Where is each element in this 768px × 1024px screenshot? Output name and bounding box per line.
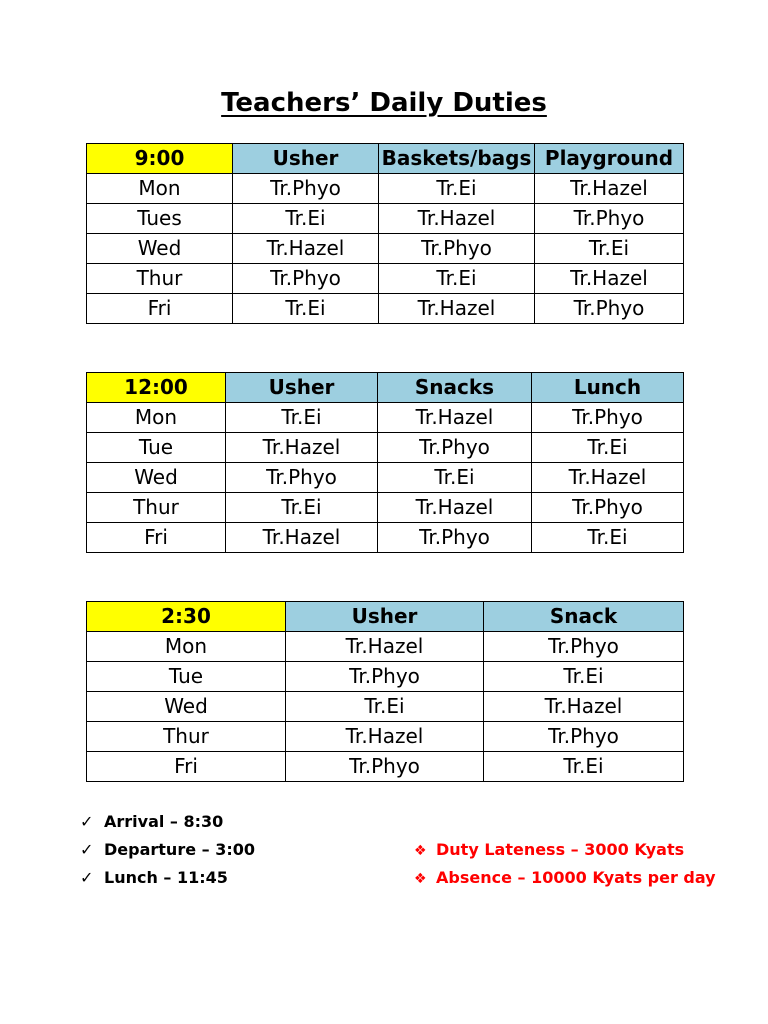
- table-header-row: [87, 144, 684, 174]
- table-row: [87, 722, 684, 752]
- duty-cell: Tr.Phyo: [378, 433, 532, 463]
- diamond-bullet-icon: ❖: [414, 871, 427, 887]
- day-cell: Tues: [87, 204, 233, 234]
- table-row: [87, 752, 684, 782]
- table-row: [87, 174, 684, 204]
- duty-cell: Tr.Ei: [532, 433, 684, 463]
- duty-cell: Tr.Hazel: [535, 264, 684, 294]
- page-title: Teachers’ Daily Duties: [221, 88, 547, 118]
- table-row: [87, 234, 684, 264]
- day-cell: Tue: [87, 662, 286, 692]
- duty-table-2-30: [86, 601, 684, 782]
- duty-cell: Tr.Ei: [286, 692, 484, 722]
- column-header-usher: Usher: [286, 602, 484, 632]
- table-row: [87, 294, 684, 324]
- duty-cell: Tr.Hazel: [233, 234, 379, 264]
- note-text: Arrival – 8:30: [104, 812, 224, 831]
- column-header-lunch: Lunch: [532, 373, 684, 403]
- duty-cell: Tr.Phyo: [226, 463, 378, 493]
- time-header: 9:00: [87, 144, 233, 174]
- table-row: [87, 692, 684, 722]
- checkmark-icon: ✓: [80, 812, 94, 831]
- column-header-usher: Usher: [226, 373, 378, 403]
- column-header-playground: Playground: [535, 144, 684, 174]
- day-cell: Wed: [87, 234, 233, 264]
- column-header-baskets-bags: Baskets/bags: [379, 144, 535, 174]
- duty-cell: Tr.Ei: [535, 234, 684, 264]
- duty-cell: Tr.Hazel: [226, 523, 378, 553]
- duty-cell: Tr.Ei: [378, 463, 532, 493]
- schedule-notes: [80, 808, 255, 892]
- list-item: [80, 808, 255, 836]
- day-cell: Fri: [87, 752, 286, 782]
- column-header-snacks: Snacks: [378, 373, 532, 403]
- day-cell: Mon: [87, 403, 226, 433]
- penalty-notes: [414, 836, 716, 892]
- duty-cell: Tr.Ei: [233, 204, 379, 234]
- duty-cell: Tr.Phyo: [378, 523, 532, 553]
- day-cell: Mon: [87, 174, 233, 204]
- duty-cell: Tr.Phyo: [286, 662, 484, 692]
- table-row: [87, 433, 684, 463]
- table-row: [87, 662, 684, 692]
- checkmark-icon: ✓: [80, 840, 94, 859]
- list-item: [414, 836, 716, 864]
- checkmark-icon: ✓: [80, 868, 94, 887]
- note-text: Departure – 3:00: [104, 840, 255, 859]
- duty-cell: Tr.Phyo: [532, 493, 684, 523]
- duty-cell: Tr.Ei: [379, 264, 535, 294]
- duty-cell: Tr.Phyo: [535, 204, 684, 234]
- day-cell: Tue: [87, 433, 226, 463]
- duty-cell: Tr.Ei: [379, 174, 535, 204]
- duty-cell: Tr.Hazel: [378, 403, 532, 433]
- note-text: Absence – 10000 Kyats per day: [436, 868, 716, 887]
- duty-cell: Tr.Ei: [484, 662, 684, 692]
- table-row: [87, 632, 684, 662]
- duty-cell: Tr.Ei: [484, 752, 684, 782]
- duty-cell: Tr.Phyo: [484, 632, 684, 662]
- duty-cell: Tr.Phyo: [233, 264, 379, 294]
- list-item: [80, 836, 255, 864]
- table-row: [87, 493, 684, 523]
- duty-cell: Tr.Ei: [226, 403, 378, 433]
- duty-cell: Tr.Ei: [226, 493, 378, 523]
- table-row: [87, 204, 684, 234]
- column-header-snack: Snack: [484, 602, 684, 632]
- duty-cell: Tr.Hazel: [379, 204, 535, 234]
- note-text: Duty Lateness – 3000 Kyats: [436, 840, 685, 859]
- day-cell: Fri: [87, 294, 233, 324]
- duty-cell: Tr.Phyo: [535, 294, 684, 324]
- table-header-row: [87, 373, 684, 403]
- duty-cell: Tr.Hazel: [535, 174, 684, 204]
- duty-cell: Tr.Hazel: [378, 493, 532, 523]
- duty-cell: Tr.Hazel: [532, 463, 684, 493]
- day-cell: Thur: [87, 722, 286, 752]
- day-cell: Wed: [87, 692, 286, 722]
- list-item: [80, 864, 255, 892]
- day-cell: Fri: [87, 523, 226, 553]
- table-row: [87, 403, 684, 433]
- column-header-usher: Usher: [233, 144, 379, 174]
- duty-cell: Tr.Phyo: [379, 234, 535, 264]
- table-row: [87, 463, 684, 493]
- note-text: Lunch – 11:45: [104, 868, 228, 887]
- day-cell: Wed: [87, 463, 226, 493]
- duty-cell: Tr.Hazel: [379, 294, 535, 324]
- duty-cell: Tr.Phyo: [532, 403, 684, 433]
- diamond-bullet-icon: ❖: [414, 843, 427, 859]
- duty-cell: Tr.Hazel: [226, 433, 378, 463]
- duty-cell: Tr.Ei: [532, 523, 684, 553]
- table-row: [87, 523, 684, 553]
- duty-cell: Tr.Phyo: [484, 722, 684, 752]
- duty-cell: Tr.Ei: [233, 294, 379, 324]
- day-cell: Thur: [87, 264, 233, 294]
- duty-cell: Tr.Phyo: [286, 752, 484, 782]
- duty-table-12-00: [86, 372, 684, 553]
- table-header-row: [87, 602, 684, 632]
- duty-cell: Tr.Hazel: [286, 632, 484, 662]
- time-header: 12:00: [87, 373, 226, 403]
- day-cell: Mon: [87, 632, 286, 662]
- duty-cell: Tr.Hazel: [484, 692, 684, 722]
- duty-table-9-00: [86, 143, 684, 324]
- day-cell: Thur: [87, 493, 226, 523]
- time-header: 2:30: [87, 602, 286, 632]
- table-row: [87, 264, 684, 294]
- duty-cell: Tr.Hazel: [286, 722, 484, 752]
- list-item: [414, 864, 716, 892]
- duty-cell: Tr.Phyo: [233, 174, 379, 204]
